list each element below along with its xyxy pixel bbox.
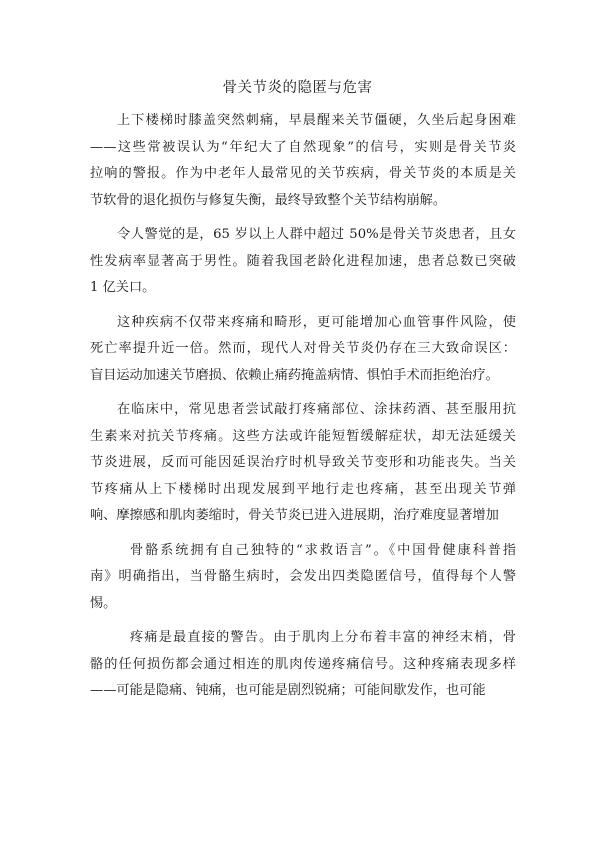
text-line: ——这些常被误认为“年纪大了自然现象”的信号，实则是骨关节炎	[90, 139, 516, 155]
text-line: 响、摩擦感和肌肉萎缩时，骨关节炎已进入进展期，治疗难度显著增加	[90, 508, 499, 523]
text-line: 疼痛是最直接的警告。由于肌肉上分布着丰富的神经末梢，骨	[130, 630, 516, 645]
document-body	[90, 108, 516, 713]
text-line: 令人警觉的是，65 岁以上人群中超过 50%是骨关节炎患者，且女	[117, 227, 516, 242]
text-line: 1 亿关口。	[90, 280, 156, 295]
text-line: 性发病率显著高于男性。随着我国老龄化进程加速，患者总数已突破	[90, 253, 516, 269]
text-line: 上下楼梯时膝盖突然刺痛，早晨醒来关节僵硬，久坐后起身困难	[117, 113, 516, 128]
text-line: 节疼痛从上下楼梯时出现发展到平地行走也疼痛，甚至出现关节弹	[90, 481, 516, 497]
text-line: 骼的任何损伤都会通过相连的肌肉传递疼痛信号。这种疼痛表现多样	[90, 656, 516, 672]
paragraph-3	[90, 310, 516, 390]
text-line: 骨骼系统拥有自己独特的“求救语言”。《中国骨健康科普指	[130, 542, 516, 558]
text-line: 节炎进展，反而可能因延误治疗时机导致关节变形和功能丧失。当关	[90, 455, 516, 470]
text-line: 这种疾病不仅带来疼痛和畸形，更可能增加心血管事件风险，使	[117, 314, 516, 330]
text-line: 在临床中，常见患者尝试敲打疼痛部位、涂抹药酒、甚至服用抗	[117, 402, 516, 417]
paragraph-2	[90, 222, 516, 302]
paragraph-4	[90, 397, 516, 530]
text-line: 死亡率提升近一倍。然而，现代人对骨关节炎仍存在三大致命误区：	[90, 341, 516, 356]
paragraph-5	[90, 538, 516, 618]
text-line: 生素来对抗关节疼痛。这些方法或许能短暂缓解症状，却无法延缓关	[90, 428, 516, 444]
text-line: 南》明确指出，当骨骼生病时，会发出四类隐匿信号，值得每个人警	[90, 569, 516, 584]
text-line: 惕。	[90, 595, 117, 611]
paragraph-1	[90, 108, 516, 214]
text-line: 拉响的警报。作为中老年人最常见的关节疾病，骨关节炎的本质是关	[90, 166, 516, 181]
paragraph-6	[90, 625, 516, 705]
text-line: ——可能是隐痛、钝痛，也可能是剧烈锐痛；可能间歇发作，也可能	[90, 683, 486, 698]
document-title: 骨关节炎的隐匿与危害	[222, 80, 373, 96]
text-line: 节软骨的退化损伤与修复失衡，最终导致整个关节结构崩解。	[90, 192, 447, 208]
text-line: 盲目运动加速关节磨损、依赖止痛药掩盖病情、惧怕手术而拒绝治疗。	[90, 367, 499, 383]
